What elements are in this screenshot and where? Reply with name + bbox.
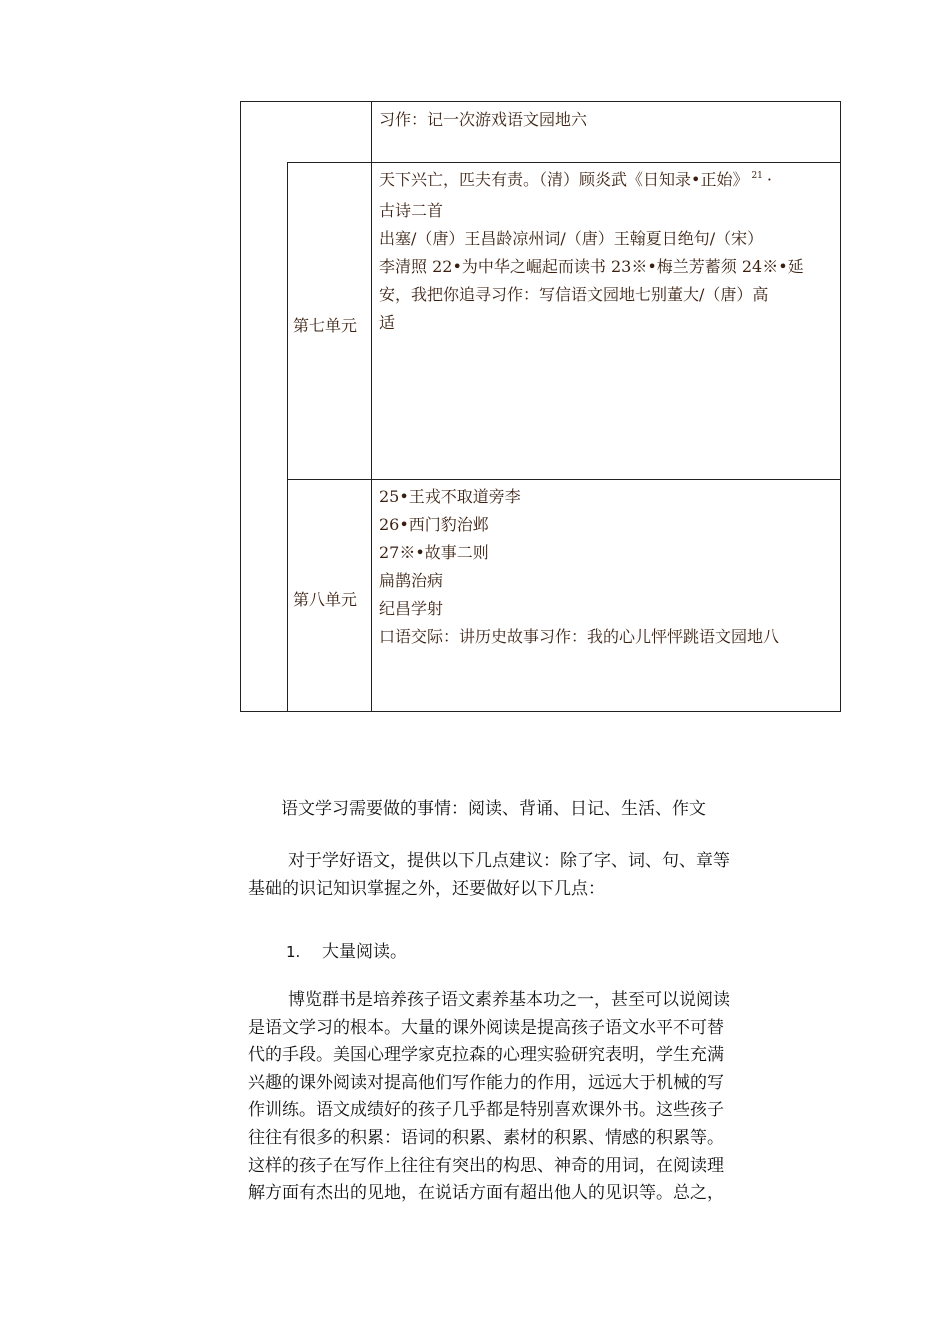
list-text: 大量阅读。 xyxy=(322,942,407,962)
para-line-6: 往往有很多的积累：语词的积累、素材的积累、情感的积累等。 xyxy=(248,1127,724,1148)
unit7-content xyxy=(379,166,804,337)
unit8-line-4: 扁鹊治病 xyxy=(379,571,444,590)
para-line-3: 代的手段。美国心理学家克拉森的心理实验研究表明，学生充满 xyxy=(248,1045,724,1066)
intro-line-2: 基础的识记知识掌握之外，还要做好以下几点： xyxy=(248,878,605,899)
para-line-4: 兴趣的课外阅读对提高他们写作能力的作用，远远大于机械的写 xyxy=(248,1072,724,1093)
unit7-line-3: 出塞/（唐）王昌龄凉州词/（唐）王翰夏日绝句/（宋） xyxy=(379,229,764,248)
para-line-2: 是语文学习的根本。大量的课外阅读是提高孩子语文水平不可替 xyxy=(248,1017,724,1038)
list-number: 1. xyxy=(286,943,301,961)
curriculum-table xyxy=(240,101,841,712)
table-divider-col1 xyxy=(287,162,288,712)
unit7-line-1: 天下兴亡，匹夫有责。（清）顾炎武《日知录•正始》 $^{21}$ · xyxy=(379,170,772,189)
para-line-8: 解方面有杰出的见地，在说话方面有超出他人的见识等。总之， xyxy=(248,1183,724,1204)
line1-tail: · xyxy=(766,170,772,189)
unit8-line-1: 25•王戎不取道旁李 xyxy=(379,487,521,506)
unit7-line-5: 安，我把你追寻习作：写信语文园地七别董大/（唐）高 xyxy=(379,285,769,304)
para-line-1: 博览群书是培养孩子语文素养基本功之一，甚至可以说阅读 xyxy=(288,990,730,1010)
section-heading: 语文学习需要做的事情：阅读、背诵、日记、生活、作文 xyxy=(281,799,706,819)
list-item-1 xyxy=(286,937,407,962)
unit8-line-6: 口语交际：讲历史故事习作：我的心儿怦怦跳语文园地八 xyxy=(379,627,780,646)
unit7-line-4: 李清照 22•为中华之崛起而读书 23※•梅兰芳蓄须 24※•延 xyxy=(379,257,804,276)
table-border-right xyxy=(840,101,841,712)
table-border-bottom xyxy=(240,711,841,712)
unit8-line-5: 纪昌学射 xyxy=(379,599,444,618)
unit8-line-3: 27※•故事二则 xyxy=(379,543,489,562)
unit7-line-6: 适 xyxy=(379,313,396,332)
intro-paragraph xyxy=(248,848,730,903)
unit7-line-2: 古诗二首 xyxy=(379,201,444,220)
intro-line-1: 对于学好语文，提供以下几点建议：除了字、词、句、章等 xyxy=(288,851,730,871)
table-divider-col2 xyxy=(371,101,372,712)
unit8-line-2: 26•西门豹治邺 xyxy=(379,515,489,534)
reading-paragraph xyxy=(248,987,730,1208)
para-line-5: 作训练。语文成绩好的孩子几乎都是特别喜欢课外书。这些孩子 xyxy=(248,1100,724,1121)
unit8-content xyxy=(379,483,779,651)
table-cell-top xyxy=(379,106,587,134)
footnote-marker: 21 xyxy=(751,171,763,181)
unit7-label: 第七单元 xyxy=(293,316,358,335)
para-line-7: 这样的孩子在写作上往往有突出的构思、神奇的用词，在阅读理 xyxy=(248,1155,724,1176)
top-row-text: 习作：记一次游戏语文园地六 xyxy=(379,110,588,129)
table-border-left xyxy=(240,101,241,712)
unit8-label: 第八单元 xyxy=(293,590,358,609)
table-border-top xyxy=(240,101,841,102)
